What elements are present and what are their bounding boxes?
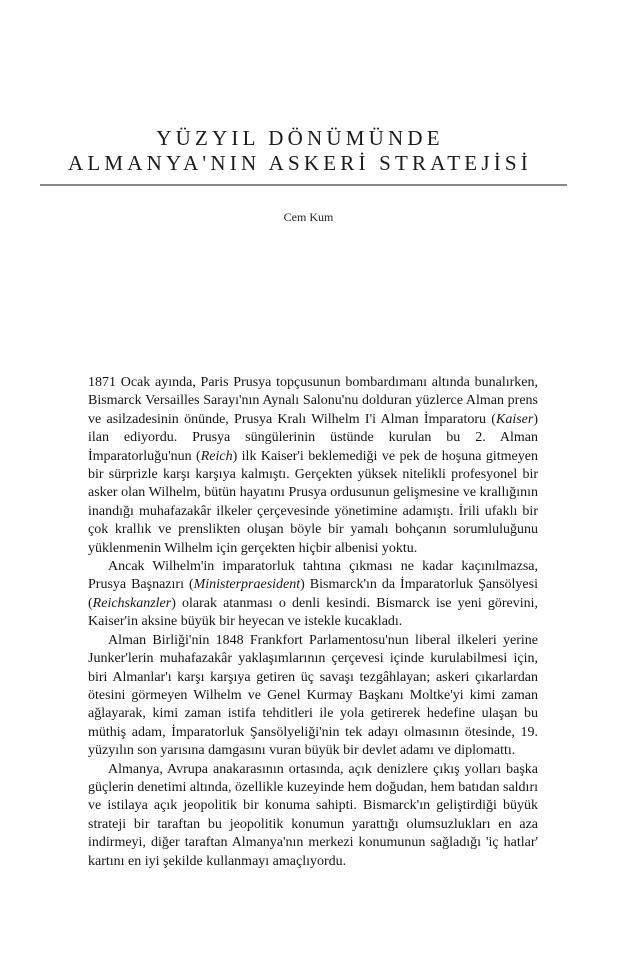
paragraph-text: ) ilk Kaiser'i beklemediği ve pek de hoşuna gitmeyen bir sürprizle karşı karşıya kalmıştı. Gerçekten yüksek nitelikli profesyonel bir asker olan Wilhelm, bütün hayatını Prusya ordusunun gelişmesine ve krallığının inandığı muhafazakâr ilkeler çerçevesinde yönetimine adamıştı. İrili ufaklı bir çok krallık ve prenslikten oluşan böyle bir yamalı bohçanın sorumluluğunu yüklenmenin Wilhelm için gerçekten hiçbir albenisi yoktu. — [88, 448, 538, 556]
paragraph-text: ) Bismarck'ın da İmparatorluk Şansölyesi ( — [88, 577, 538, 611]
article-body — [88, 374, 538, 871]
paragraph-2 — [88, 558, 538, 632]
paragraph-4 — [88, 761, 538, 871]
article-title — [30, 126, 570, 176]
paragraph-text: Alman Birliği'nin 1848 Frankfort Parlamentosu'nun liberal ilkeleri yerine Junker'lerin muhafazakâr yaklaşımlarının çerçevesi içinde kurulabilmesi için, biri Almanlar'ı karşı karşıya getiren üç savaşı tezgâhlayan; askeri çıkarlardan ötesini görmeyen Wilhelm ve Genel Kurmay Başkanı Moltke'yi kimi zaman ağlayarak, kimi zaman istifa tehditleri ile yola getirerek hedefine ulaşan bu müthiş adam, İmparatorluk Şansölyeliği'nin tek adayı olmasının ötesinde, 19. yüzyılın son yarısına damgasını vuran büyük bir devlet adamı ve diplomattı. — [88, 632, 538, 759]
italic-term: Kaiser — [495, 411, 534, 427]
paragraph-3 — [88, 632, 538, 761]
title-line-2: ALMANYA'NIN ASKERİ STRATEJİSİ — [68, 151, 532, 175]
italic-term: Reich — [200, 448, 233, 464]
paragraph-text: Almanya, Avrupa anakarasının ortasında, açık denizlere çıkış yolları başka güçlerin denetimi altında, özellikle kuzeyinde hem doğudan, hem batıdan saldırı ve istilaya açık jeopolitik bir konuma sahipti. Bismarck'ın geliştirdiği büyük strateji bir taraftan bu jeopolitik konumun yarattığı olumsuzlukları en aza indirmeyi, diğer taraftan Almanya'nın merkezi konumunun sağladığı 'iç hatlar' kartını en iyi şekilde kullanmayı amaçlıyordu. — [88, 761, 538, 869]
paragraph-text: Ancak Wilhelm'in imparatorluk tahtına çıkması ne kadar kaçınılmazsa, Prusya Başnazırı ( — [88, 559, 538, 593]
paragraph-text: ) ilan ediyordu. Prusya süngülerinin üstünde kurulan bu 2. Alman İmparatorluğu'nun ( — [88, 411, 538, 464]
paragraph-text: ) olarak atanması o denli kesindi. Bismarck ise yeni görevini, Kaiser'in aksine büyük bir heyecan ve istekle kucakladı. — [88, 595, 538, 630]
title-line-1: YÜZYIL DÖNÜMÜNDE — [156, 126, 444, 150]
title-underline — [40, 184, 567, 186]
paragraph-text: 1871 Ocak ayında, Paris Prusya topçusunun bombardımanı altında bunalırken, Bismarck Versailles Sarayı'nın Aynalı Salonu'nu dolduran yüzlerce Alman prens ve asilzadesinin önünde, Prusya Kralı Wilhelm I'i Alman İmparatoru ( — [88, 375, 538, 427]
author-name: Cem Kum — [283, 210, 334, 224]
paragraph-1 — [88, 374, 538, 558]
italic-term: Ministerpraesident — [193, 577, 301, 593]
italic-term: Reichskanzler — [92, 595, 172, 611]
